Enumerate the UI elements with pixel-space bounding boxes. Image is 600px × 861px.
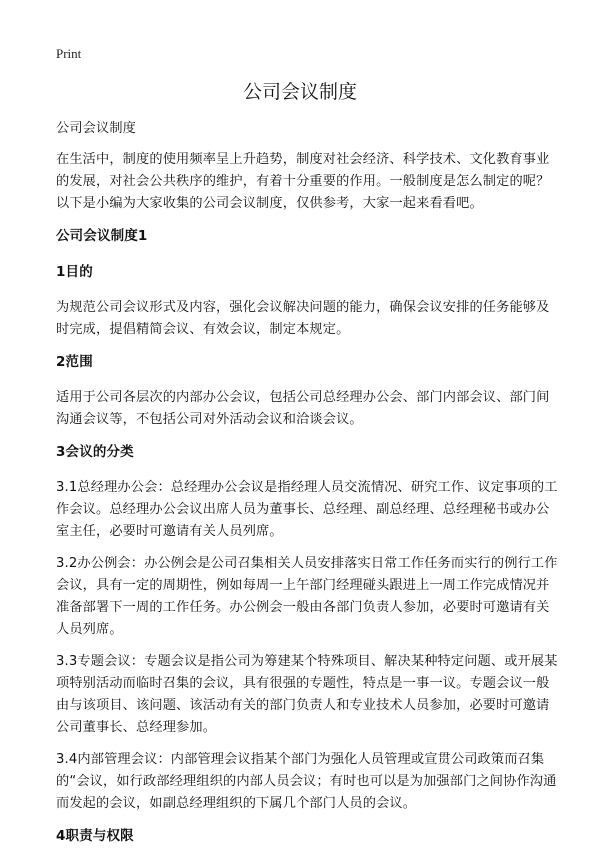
paragraph-3-2: 3.2办公例会：办公例会是公司召集相关人员安排落实日常工作任务而实行的例行工作会议，具有一定的周期性，例如每周一上午部门经理碰头跟进上一周工作完成情况并准备部署下一周的工作任务。办公例会一般由各部门负责人参加，必要时可邀请有关人员列席。: [56, 556, 558, 637]
paragraph-3-4: 3.4内部管理会议：内部管理会议指某个部门为强化人员管理或宣贯公司政策而召集的“会议，如行政部经理组织的内部人员会议；有时也可以是为加强部门之间协作沟通而发起的会议，如副总经理组织的下属几个部门人员的会议。: [56, 752, 557, 811]
paragraph-purpose: 为规范公司会议形式及内容，强化会议解决问题的能力，确保会议安排的任务能够及时完成，提倡精简会议、有效会议，制定本规定。: [56, 300, 550, 337]
paragraph-3-1: 3.1总经理办公会：总经理办公会议是指经理人员交流情况、研究工作、议定事项的工作会议。总经理办公会议出席人员为董事长、总经理、副总经理、总经理秘书或办公室主任，必要时可邀请有关人员列席。: [56, 480, 558, 539]
heading-responsibilities: 4职责与权限: [56, 828, 134, 844]
intro-paragraph: 在生活中，制度的使用频率呈上升趋势，制度对社会经济、科学技术、文化教育事业的发展，对社会公共秩序的维护，有着十分重要的作用。一般制度是怎么制定的呢？以下是小编为大家收集的公司会议制度，仅供参考，大家一起来看看吧。: [56, 152, 550, 211]
heading-scope: 2范围: [56, 354, 93, 370]
heading-purpose: 1目的: [56, 264, 93, 280]
print-link[interactable]: Print: [56, 46, 82, 61]
document-body: [56, 118, 558, 861]
paragraph-scope: 适用于公司各层次的内部办公会议，包括公司总经理办公会、部门内部会议、部门间沟通会议等，不包括公司对外活动会议和洽谈会议。: [56, 390, 550, 427]
paragraph-3-3: 3.3专题会议：专题会议是指公司为筹建某个特殊项目、解决某种特定问题、或开展某项特别活动而临时召集的会议，具有很强的专题性，特点是一事一议。专题会议一般由与该项目、该问题、该活动有关的部门负责人和专业技术人员参加，必要时可邀请公司董事长、总经理参加。: [56, 654, 558, 735]
page-title: 公司会议制度: [242, 81, 357, 103]
heading-meeting-types: 3会议的分类: [56, 444, 134, 460]
document-subtitle: 公司会议制度: [56, 121, 137, 136]
section-heading: 公司会议制度1: [56, 228, 148, 244]
